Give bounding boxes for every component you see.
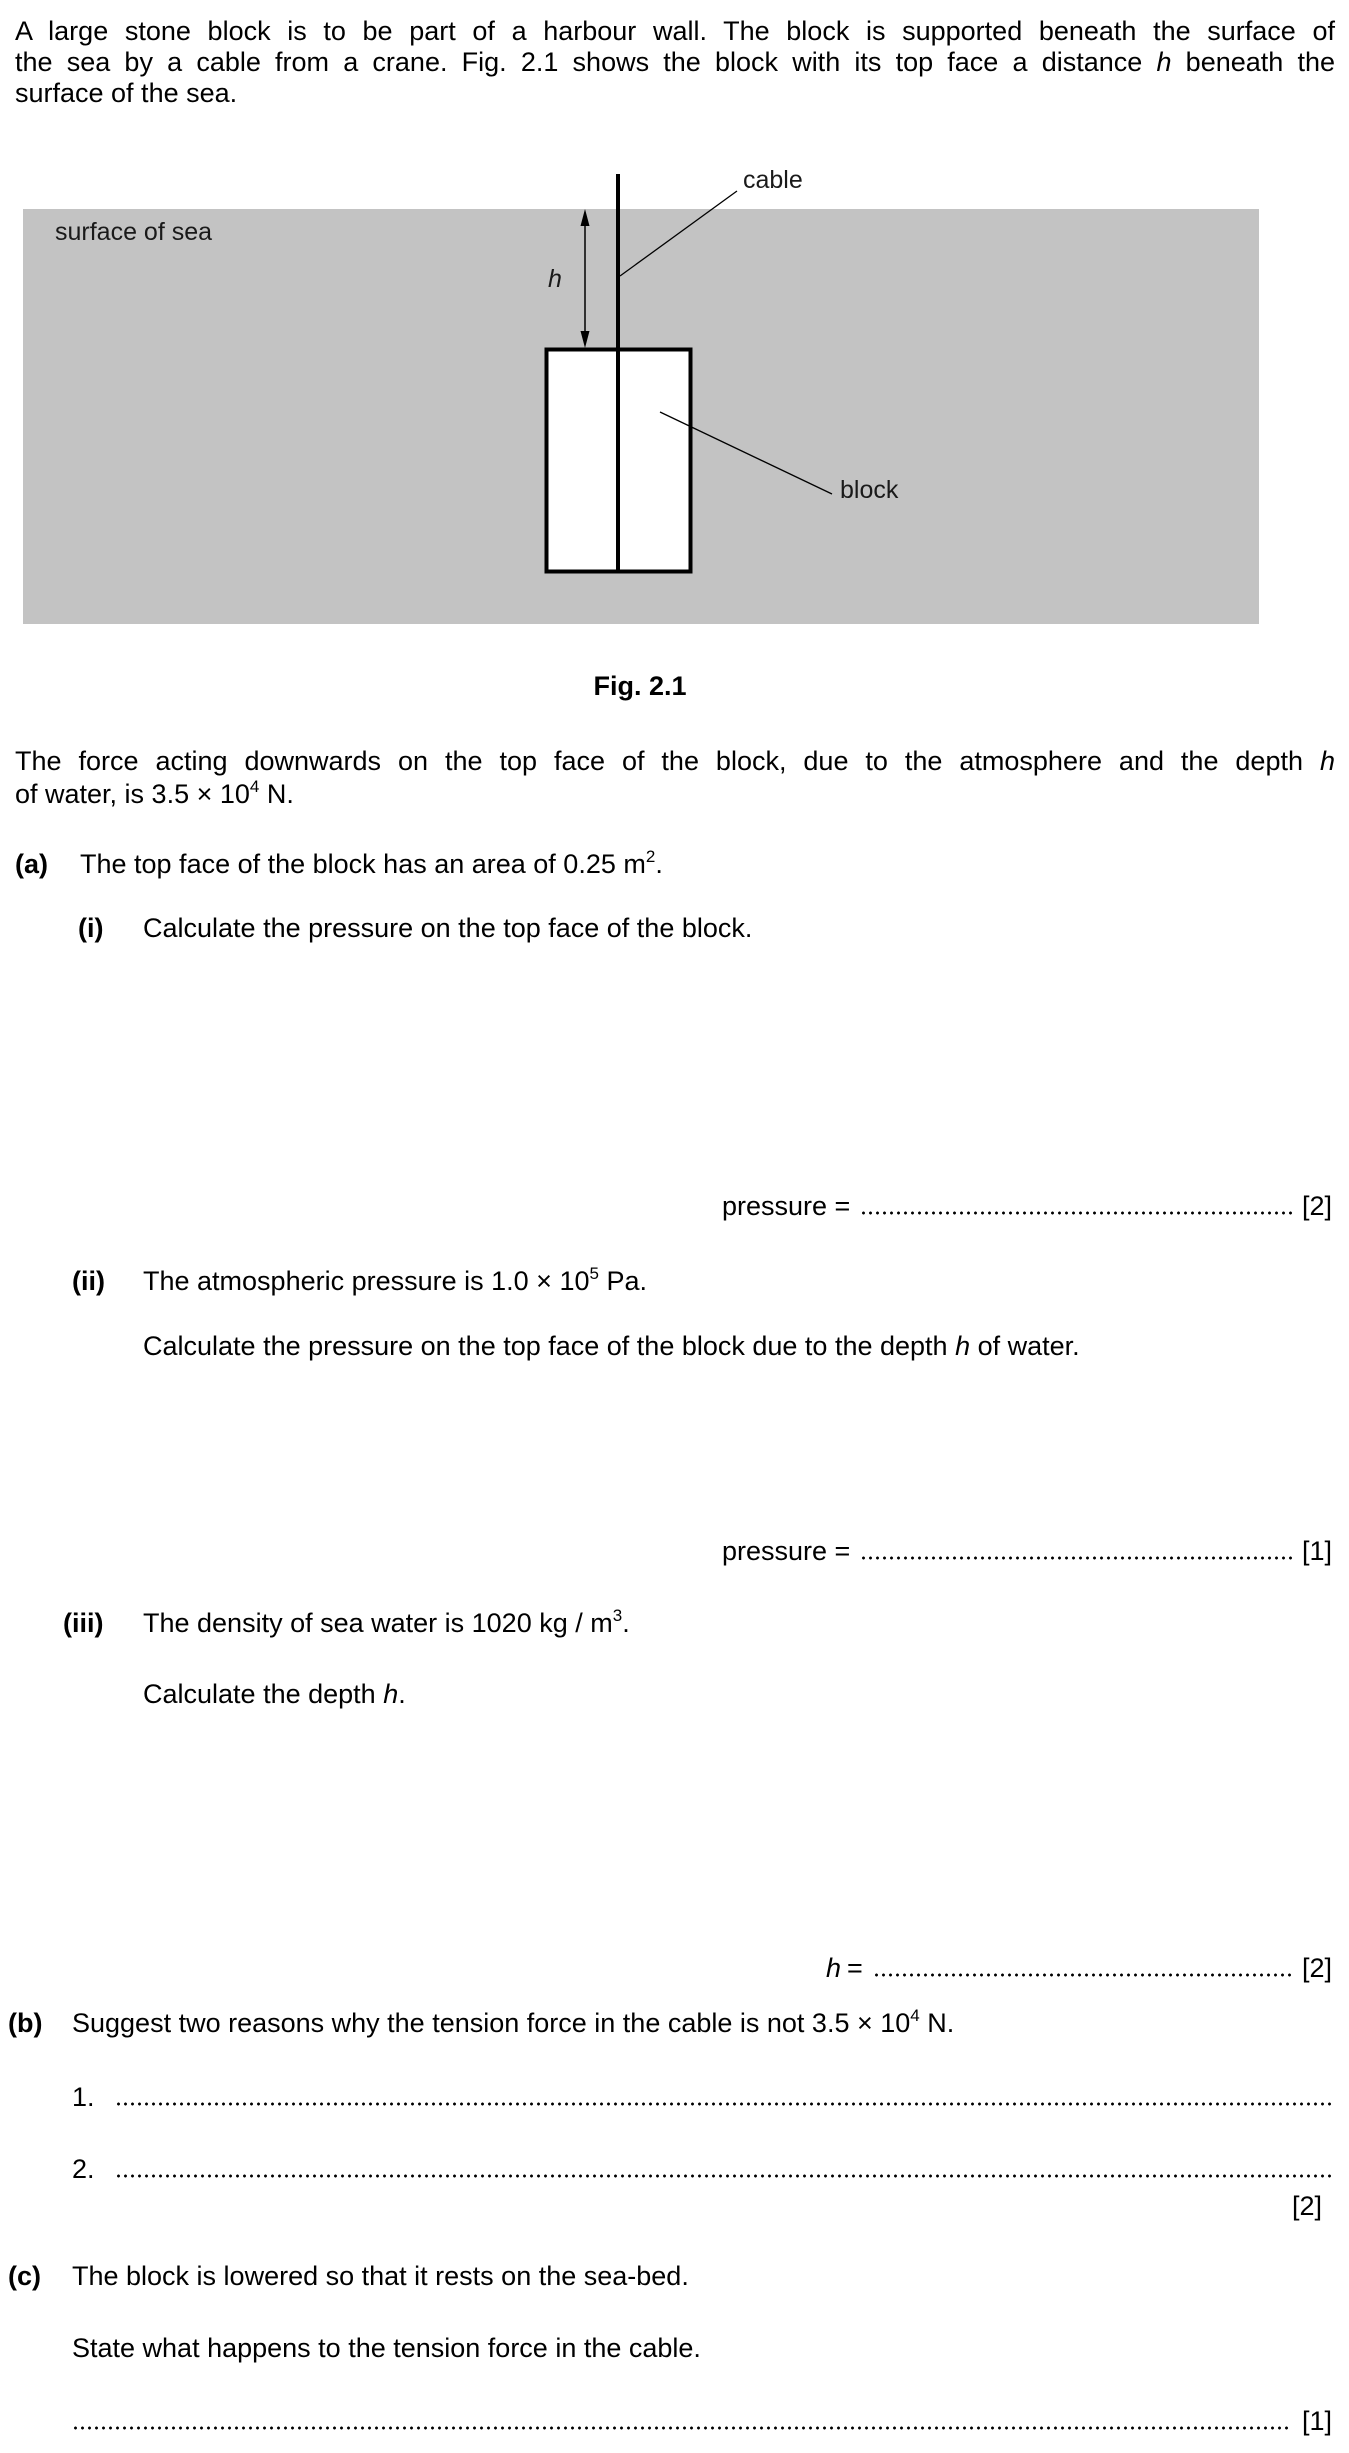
answer-a-ii-label: pressure = bbox=[722, 1536, 851, 1566]
part-a-iii-h-symbol: h bbox=[383, 1679, 399, 1709]
part-a-ii-h-symbol: h bbox=[955, 1331, 971, 1361]
force-line-1-text: The force acting downwards on the top face of the block, due to the atmosphere and the depth bbox=[15, 746, 1303, 776]
answer-a-iii bbox=[826, 1953, 1332, 1984]
part-a-label: (a) bbox=[15, 849, 48, 879]
answer-c-field[interactable] bbox=[72, 2426, 1292, 2430]
part-b-exponent: 4 bbox=[910, 2006, 920, 2025]
answer-b-2-number: 2. bbox=[72, 2154, 95, 2184]
force-unit: N. bbox=[259, 779, 294, 809]
part-a-iii-label: (iii) bbox=[63, 1608, 104, 1638]
part-b-statement: Suggest two reasons why the tension force in the cable is not 3.5 × 10 bbox=[72, 2008, 911, 2038]
part-b-end: N. bbox=[919, 2008, 955, 2038]
part-a-statement: The top face of the block has an area of 0.25 m bbox=[80, 849, 646, 879]
figure-caption: Fig. 2.1 bbox=[593, 671, 687, 701]
force-exponent: 4 bbox=[249, 777, 260, 796]
part-a-ii-exponent: 5 bbox=[589, 1264, 599, 1283]
answer-a-iii-field[interactable] bbox=[873, 1973, 1292, 1977]
answer-a-iii-marks: [2] bbox=[1301, 1953, 1332, 1983]
part-a-i-label: (i) bbox=[78, 913, 104, 943]
answer-b-2 bbox=[72, 2154, 1332, 2185]
part-a-i-text: Calculate the pressure on the top face of the block. bbox=[143, 913, 753, 943]
force-line-2-text: of water, is 3.5 × 10 bbox=[15, 779, 250, 809]
part-a-iii-instruction bbox=[143, 1679, 406, 1710]
answer-a-ii-marks: [1] bbox=[1301, 1536, 1332, 1566]
force-h-symbol: h bbox=[1319, 746, 1335, 776]
force-line-1 bbox=[15, 746, 1335, 777]
answer-a-i-marks: [2] bbox=[1301, 1191, 1332, 1221]
answer-a-iii-equals: = bbox=[847, 1953, 863, 1983]
part-c-instruction: State what happens to the tension force in the cable. bbox=[72, 2333, 701, 2363]
surface-of-sea-label: surface of sea bbox=[55, 218, 213, 246]
part-a-exponent: 2 bbox=[645, 847, 656, 866]
answer-c-marks: [1] bbox=[1301, 2406, 1332, 2436]
part-a-ii-instruction-end: of water. bbox=[977, 1331, 1080, 1361]
figure-2-1 bbox=[0, 0, 1349, 640]
answer-a-i-label: pressure = bbox=[722, 1191, 851, 1221]
answer-b-1-field[interactable] bbox=[115, 2102, 1332, 2106]
answer-c bbox=[72, 2406, 1332, 2437]
part-a-ii-instruction bbox=[143, 1331, 1080, 1362]
part-a-iii-statement: The density of sea water is 1020 kg / m bbox=[143, 1608, 613, 1638]
part-b-marks: [2] bbox=[1292, 2191, 1323, 2221]
answer-b-2-field[interactable] bbox=[115, 2174, 1332, 2178]
part-a-ii-instruction-text: Calculate the pressure on the top face of the block due to the depth bbox=[143, 1331, 948, 1361]
part-b-text bbox=[72, 2008, 954, 2039]
part-a-end: . bbox=[655, 849, 663, 879]
part-a-iii-instruction-text: Calculate the depth bbox=[143, 1679, 376, 1709]
force-line-2 bbox=[15, 779, 294, 810]
block-label: block bbox=[840, 476, 899, 504]
intro-line-2-end: beneath the bbox=[1185, 47, 1335, 77]
answer-a-i bbox=[722, 1191, 1332, 1222]
answer-a-ii bbox=[722, 1536, 1332, 1567]
answer-b-1-number: 1. bbox=[72, 2082, 95, 2112]
part-a-ii-text bbox=[143, 1266, 647, 1297]
part-a-ii-label: (ii) bbox=[72, 1266, 105, 1296]
answer-b-1 bbox=[72, 2082, 1332, 2113]
part-a-iii-text bbox=[143, 1608, 630, 1639]
answer-a-iii-h: h bbox=[826, 1953, 842, 1983]
intro-line-1: A large stone block is to be part of a harbour wall. The block is supported beneath the surface of bbox=[15, 16, 1335, 46]
intro-line-3: surface of the sea. bbox=[15, 78, 238, 108]
part-a-iii-exponent: 3 bbox=[612, 1606, 623, 1625]
part-a-ii-end: Pa. bbox=[598, 1266, 647, 1296]
part-a-iii-instruction-end: . bbox=[398, 1679, 406, 1709]
part-a-iii-end: . bbox=[622, 1608, 630, 1638]
intro-line-2-text: the sea by a cable from a crane. Fig. 2.1 shows the block with its top face a distance bbox=[15, 47, 1143, 77]
part-a-ii-statement: The atmospheric pressure is 1.0 × 10 bbox=[143, 1266, 590, 1296]
intro-h-symbol: h bbox=[1156, 47, 1172, 77]
answer-a-i-field[interactable] bbox=[860, 1211, 1292, 1215]
part-b-label: (b) bbox=[8, 2008, 43, 2038]
part-c-label: (c) bbox=[8, 2261, 41, 2291]
part-c-text: The block is lowered so that it rests on the sea-bed. bbox=[72, 2261, 689, 2291]
answer-a-ii-field[interactable] bbox=[860, 1556, 1292, 1560]
cable-label: cable bbox=[743, 166, 803, 194]
h-label: h bbox=[548, 265, 562, 293]
part-a-text bbox=[80, 849, 663, 880]
